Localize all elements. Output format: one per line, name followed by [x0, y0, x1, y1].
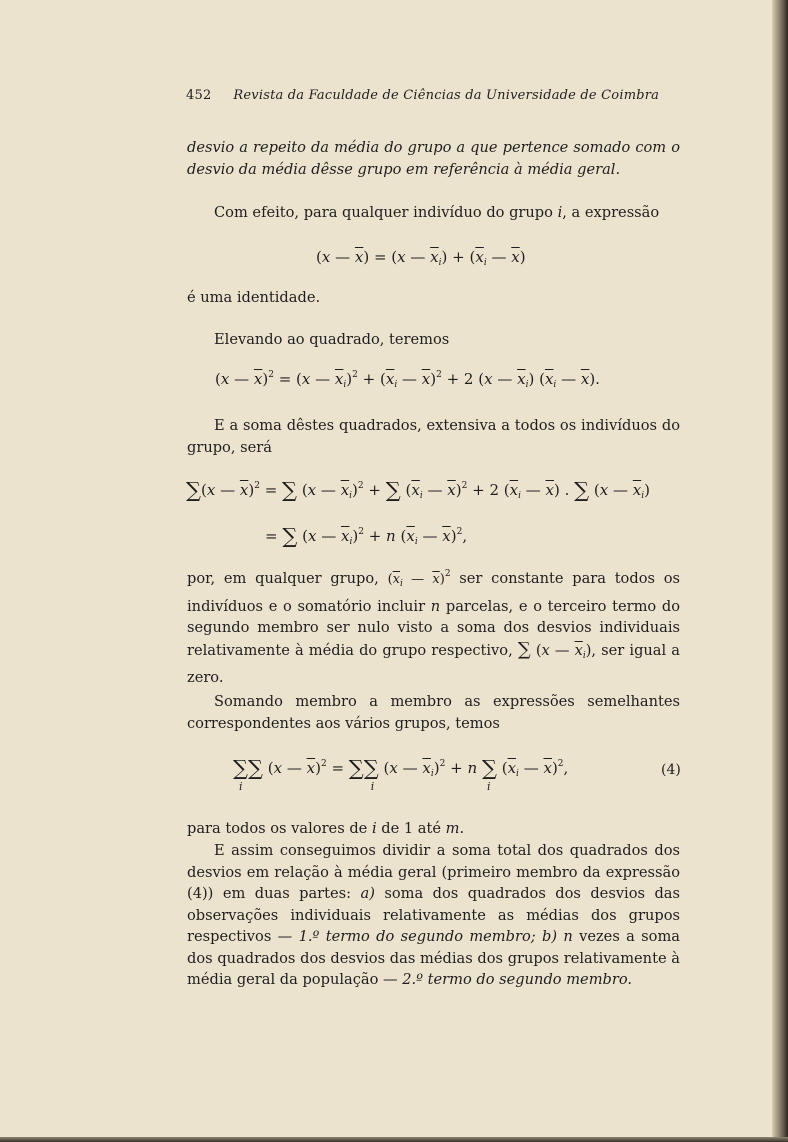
- equation-sum-line2: = ∑ (x — $\overline{x}_i)^2 + n$ ($\overline{x}_i$ — $\overline{x})^2$,: [265, 524, 468, 548]
- text-run: para todos os valores de: [187, 820, 372, 837]
- text-run: E assim conseguimos dividir a soma total dos quadrados dos desvios em relação à média geral (primeiro membro da expressão (4)) em duas partes:: [187, 842, 680, 902]
- text-run: soma dos quadrados dos desvios das observações individuais relativamente as médias dos grupos respectivos —: [187, 885, 680, 945]
- text-var: i: [371, 820, 377, 837]
- text-run: Com efeito, para qualquer indivíduo do grupo: [214, 204, 558, 221]
- paragraph-9: [187, 840, 680, 991]
- text-italic-run: 1.º termo do segundo membro; b) n: [298, 928, 573, 945]
- text-run: vezes a soma dos quadrados dos desvios das médias dos grupos relativamente à média geral da população —: [187, 928, 680, 988]
- page-edge-shadow: [772, 0, 788, 1142]
- text-run: ser constante para todos os indivíduos e o somatório incluir: [187, 570, 680, 615]
- running-header: [186, 88, 680, 103]
- equation-identity: (x — $\overline{x}) = (x$ — $\overline{x}_i) + (\overline{x}_i$ — $\overline{x}$): [316, 248, 526, 268]
- paragraph-1: desvio a repeito da média do grupo a que pertence somado com o desvio da média dêsse grupo em referência à média geral.: [187, 139, 680, 178]
- text-run: de 1 até: [376, 820, 446, 837]
- inline-formula: ($\overline{x}_i$ — $\overline{x})^2$: [387, 569, 451, 589]
- page-bottom-edge: [0, 1137, 788, 1142]
- equation-number: (4): [661, 762, 681, 778]
- inline-sum-formula: ∑ (x — $\overline{x}_i$): [517, 638, 592, 661]
- text-var: i: [557, 204, 563, 221]
- paragraph-3: é uma identidade.: [187, 289, 321, 306]
- text-var: n: [430, 597, 441, 615]
- paragraph-6: [187, 564, 680, 689]
- text-run: , ser igual a zero.: [187, 641, 680, 686]
- text-run: por, em qualquer grupo,: [187, 570, 388, 587]
- journal-title: Revista da Faculdade de Ciências da Universidade de Coimbra: [233, 88, 660, 103]
- text-run: .: [459, 820, 465, 837]
- text-var: a): [360, 885, 375, 902]
- page-number: 452: [186, 88, 212, 103]
- paragraph-4: Elevando ao quadrado, teremos: [214, 331, 450, 348]
- equation-squared: (x — $\overline{x})^2 = (x$ — $\overline{x}_i)^2 + (\overline{x}_i$ — $\overline{x})^2 + 2$ (x — $\overline{x}_i$) ($\overline{x}_i$ — $\overline{x}$).: [215, 370, 600, 390]
- text-var: m: [445, 820, 460, 837]
- paragraph-8: [187, 818, 680, 840]
- text-run: parcelas, e o terceiro termo do segundo membro ser nulo visto a soma dos desvios individuais relativamente à média do grupo respectivo,: [187, 597, 681, 659]
- text-italic-run: 2.º termo do segundo membro.: [402, 971, 633, 988]
- text-run: , a expressão: [562, 204, 660, 221]
- paragraph-5: E a soma dêstes quadrados, extensiva a todos os indivíduos do grupo, será: [187, 417, 680, 456]
- paragraph-2: [187, 202, 680, 224]
- equation-sum-line1: ∑(x — $\overline{x})^2$ = ∑ (x — $\overline{x}_i)^2$ + ∑ ($\overline{x}_i$ — $\overline{x})^2 + 2$ ($\overline{x}_i$ — $\overline{x}$) . ∑ (x — $\overline{x}_i$): [186, 478, 651, 502]
- equation-4: ∑∑ i (x — $\overline{x})^2$ = ∑∑ i (x — $\overline{x}_i)^2 + n$ ∑ i ($\overline{x}_i$ — $\overline{x})^2$,: [233, 756, 569, 793]
- paragraph-7: Somando membro a membro as expressões semelhantes correspondentes aos vários grupos, temos: [187, 693, 680, 732]
